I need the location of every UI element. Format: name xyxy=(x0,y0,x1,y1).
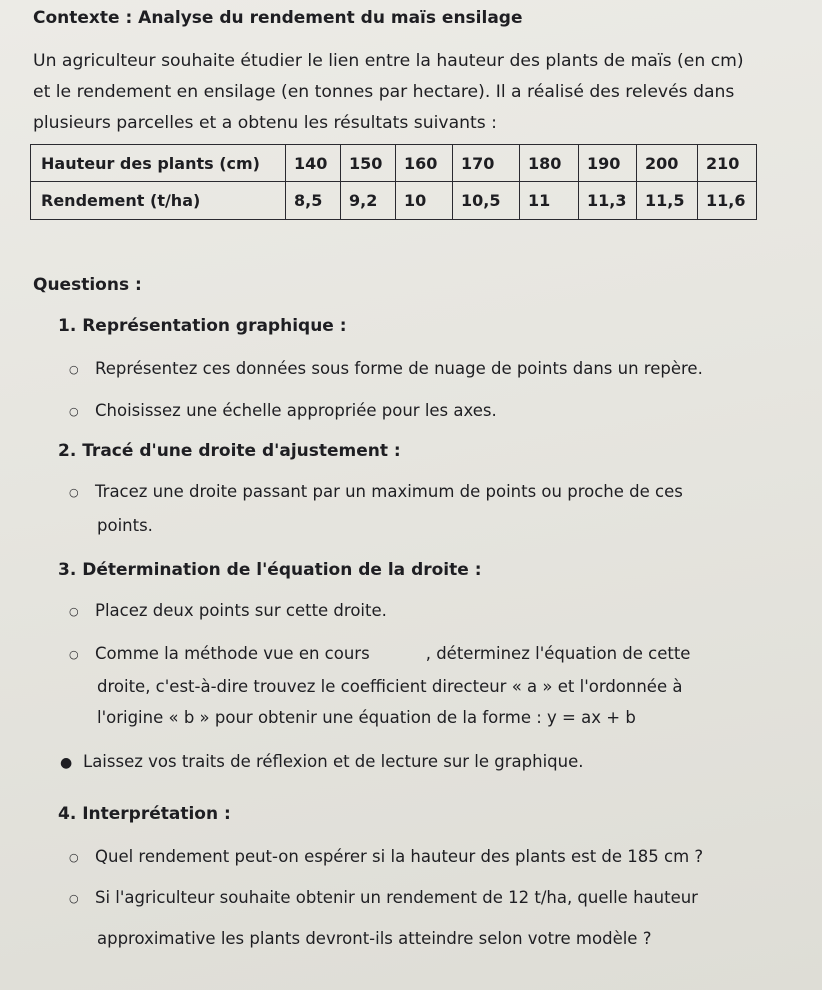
list-item-text: Quel rendement peut-on espérer si la hauteur des plants est de 185 cm ? xyxy=(95,847,704,866)
list-item xyxy=(69,482,683,501)
list-item-continuation: approximative les plants devront-ils atteindre selon votre modèle ? xyxy=(97,929,652,948)
section-4-title: 4. Interprétation : xyxy=(58,804,231,824)
table-cell: 200 xyxy=(637,145,698,182)
table-header-height: Hauteur des plants (cm) xyxy=(31,145,286,182)
list-item xyxy=(69,847,703,866)
section-2-title: 2. Tracé d'une droite d'ajustement : xyxy=(58,441,401,461)
table-cell: 150 xyxy=(341,145,396,182)
list-item-continuation: l'origine « b » pour obtenir une équation de la forme : y = ax + b xyxy=(97,708,636,727)
table-cell: 210 xyxy=(698,145,757,182)
table-cell: 190 xyxy=(579,145,637,182)
table-cell: 170 xyxy=(453,145,520,182)
hollow-bullet-icon: ○ xyxy=(69,851,79,864)
table-cell: 11,5 xyxy=(637,182,698,220)
table-cell: 180 xyxy=(520,145,579,182)
list-item xyxy=(69,888,698,907)
list-item-text: Comme la méthode vue en cours xyxy=(95,644,370,663)
context-title: Contexte : Analyse du rendement du maïs ensilage xyxy=(33,8,523,28)
table-cell: 160 xyxy=(396,145,453,182)
hollow-bullet-icon: ○ xyxy=(69,605,79,618)
section-3-title: 3. Détermination de l'équation de la droite : xyxy=(58,560,482,580)
section-1-title: 1. Représentation graphique : xyxy=(58,316,347,336)
table-cell: 11,3 xyxy=(579,182,637,220)
questions-title: Questions : xyxy=(33,275,142,295)
list-item-text: Placez deux points sur cette droite. xyxy=(95,601,387,620)
list-item-continuation: droite, c'est-à-dire trouvez le coefficient directeur « a » et l'ordonnée à xyxy=(97,677,683,696)
table-cell: 8,5 xyxy=(286,182,341,220)
list-item-continuation: points. xyxy=(97,516,153,535)
intro-line-1: Un agriculteur souhaite étudier le lien entre la hauteur des plants de maïs (en cm) xyxy=(33,51,744,71)
list-item xyxy=(69,359,703,378)
list-item xyxy=(60,752,584,771)
table-cell: 11,6 xyxy=(698,182,757,220)
list-item xyxy=(69,401,497,420)
hollow-bullet-icon: ○ xyxy=(69,405,79,418)
list-item-text: Choisissez une échelle appropriée pour les axes. xyxy=(95,401,497,420)
table-cell: 10 xyxy=(396,182,453,220)
list-item-text: Représentez ces données sous forme de nuage de points dans un repère. xyxy=(95,359,703,378)
filled-bullet-icon: ● xyxy=(60,755,73,771)
intro-line-3: plusieurs parcelles et a obtenu les résultats suivants : xyxy=(33,113,497,133)
data-table xyxy=(30,144,757,220)
list-item xyxy=(69,644,690,663)
list-item-text: Laissez vos traits de réflexion et de lecture sur le graphique. xyxy=(83,752,584,771)
hollow-bullet-icon: ○ xyxy=(69,648,79,661)
list-item-text: , déterminez l'équation de cette xyxy=(425,644,691,663)
table-cell: 9,2 xyxy=(341,182,396,220)
list-item xyxy=(69,601,387,620)
intro-line-2: et le rendement en ensilage (en tonnes par hectare). Il a réalisé des relevés dans xyxy=(33,82,735,102)
list-item-text: Tracez une droite passant par un maximum de points ou proche de ces xyxy=(95,482,683,501)
table-cell: 10,5 xyxy=(453,182,520,220)
hollow-bullet-icon: ○ xyxy=(69,486,79,499)
table-row-height xyxy=(31,145,757,182)
table-header-yield: Rendement (t/ha) xyxy=(31,182,286,220)
table-row-yield xyxy=(31,182,757,220)
list-item-text: Si l'agriculteur souhaite obtenir un rendement de 12 t/ha, quelle hauteur xyxy=(95,888,698,907)
table-cell: 11 xyxy=(520,182,579,220)
hollow-bullet-icon: ○ xyxy=(69,892,79,905)
hollow-bullet-icon: ○ xyxy=(69,363,79,376)
table-cell: 140 xyxy=(286,145,341,182)
